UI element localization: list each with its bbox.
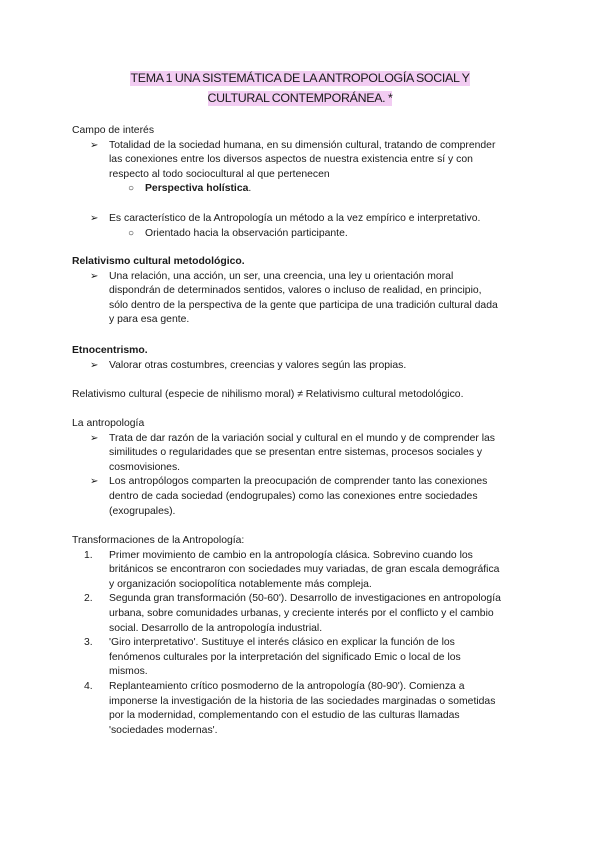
item-number: 1. xyxy=(84,549,93,561)
text-line: Primer movimiento de cambio en la antropología clásica. Sobrevino cuando los xyxy=(109,549,473,561)
bold-term: Perspectiva holística xyxy=(145,183,249,195)
page-title xyxy=(0,69,600,108)
arrow-bullet-icon: ➢ xyxy=(90,270,99,282)
section-heading: Etnocentrismo. xyxy=(72,345,148,356)
sub-bullet-item xyxy=(72,182,532,197)
section-heading: Transformaciones de la Antropología: xyxy=(72,535,245,546)
text-line: 'sociedades modernas'. xyxy=(109,724,218,736)
text-line: dispondrán de determinados sentidos, valores o incluso de realidad, en principio, xyxy=(109,285,482,297)
section-relativismo-comparacion xyxy=(72,388,532,403)
text-line: urbana, sobre comunidades urbanas, y creciente interés por el conflicto y el cambio xyxy=(109,607,494,619)
text-line: y para esa gente. xyxy=(109,314,190,326)
text-line: y organización sociopolítica notablemente más compleja. xyxy=(109,578,372,590)
text-line: (exogrupales). xyxy=(109,505,176,517)
text-line: cosmovisiones. xyxy=(109,461,181,473)
numbered-item xyxy=(72,592,532,636)
arrow-bullet-icon: ➢ xyxy=(90,213,99,224)
text-line: 'Giro interpretativo'. Sustituye el interés clásico en explicar la función de los xyxy=(109,637,455,649)
arrow-bullet-icon: ➢ xyxy=(90,432,99,444)
text-line: Segunda gran transformación (50-60'). Desarrollo de investigaciones en antropología xyxy=(109,593,501,605)
section-heading: Relativismo cultural metodológico. xyxy=(72,256,245,267)
bullet-item xyxy=(72,432,532,476)
item-number: 3. xyxy=(84,637,93,649)
text-line: británicos se encontraron con sociedades muy variadas, de gran escala demográfica xyxy=(109,564,500,576)
section-la-antropologia xyxy=(72,417,532,519)
text-line: mismos. xyxy=(109,666,148,678)
title-line-1: TEMA 1 UNA SISTEMÁTICA DE LA ANTROPOLOGÍA SOCIAL Y xyxy=(130,71,470,85)
text-line: fenómenos culturales por la interpretación del significado Emic o local de los xyxy=(109,651,461,663)
section-etnocentrismo xyxy=(72,344,532,373)
text-line: sólo dentro de la perspectiva de la gente que participa de una tradición cultural dada xyxy=(109,299,498,311)
text-line: dentro de cada sociedad (endogrupales) como las conexiones entre sociedades xyxy=(109,490,478,502)
bullet-item xyxy=(72,475,532,519)
section-campo-de-interes xyxy=(72,124,532,197)
text-line: imponerse la investigación de la historia de las sociedades marginadas o sometidas xyxy=(109,695,496,707)
section-transformaciones xyxy=(72,534,532,738)
numbered-item xyxy=(72,680,532,738)
text-tail: . xyxy=(248,183,252,195)
item-number: 2. xyxy=(84,593,93,605)
arrow-bullet-icon: ➢ xyxy=(90,359,99,371)
numbered-item xyxy=(72,549,532,593)
arrow-bullet-icon: ➢ xyxy=(90,476,99,488)
text-line: Relativismo cultural (especie de nihilismo moral) ≠ Relativismo cultural metodológico. xyxy=(72,389,464,400)
circle-bullet-icon: ○ xyxy=(128,227,135,239)
bullet-item xyxy=(72,270,532,328)
section-relativismo-metodologico xyxy=(72,255,532,328)
text-line: por la modernidad, complementando con el estudio de las culturas llamadas xyxy=(109,710,460,722)
text-line: Totalidad de la sociedad humana, en su dimensión cultural, tratando de comprender xyxy=(109,139,496,151)
text-line: Una relación, una acción, un ser, una creencia, una ley u orientación moral xyxy=(109,270,454,282)
text-line: respecto al todo sociocultural al que pertenecen xyxy=(109,168,330,180)
bullet-item xyxy=(72,139,532,183)
text-line: Orientado hacia la observación participante. xyxy=(145,227,348,239)
text-line: similitudes o regularidades que se presentan entre sistemas, procesos sociales y xyxy=(109,447,483,459)
text-line: Valorar otras costumbres, creencias y valores según las propias. xyxy=(109,359,407,371)
bullet-item xyxy=(72,212,532,227)
text-line: Trata de dar razón de la variación social y cultural en el mundo y de comprender las xyxy=(109,432,496,444)
bullet-item xyxy=(72,359,532,374)
circle-bullet-icon: ○ xyxy=(128,183,135,195)
section-heading: Campo de interés xyxy=(72,125,155,136)
text-line: Los antropólogos comparten la preocupación de comprender tanto las conexiones xyxy=(109,476,488,488)
text-line: las conexiones entre los diversos aspectos de nuestra existencia entre sí y con xyxy=(109,154,473,166)
title-line-2: CULTURAL CONTEMPORÁNEA. * xyxy=(207,90,393,105)
sub-bullet-item xyxy=(72,227,532,242)
text-line: social. Desarrollo de la antropología industrial. xyxy=(109,622,323,634)
numbered-item xyxy=(72,636,532,680)
item-number: 4. xyxy=(84,680,93,692)
text-line: Replanteamiento crítico posmoderno de la antropología (80-90'). Comienza a xyxy=(109,680,465,692)
section-metodo xyxy=(72,212,532,241)
section-heading: La antropología xyxy=(72,418,145,429)
text-line: Es característico de la Antropología un método a la vez empírico e interpretativo. xyxy=(109,213,481,224)
arrow-bullet-icon: ➢ xyxy=(90,139,99,151)
